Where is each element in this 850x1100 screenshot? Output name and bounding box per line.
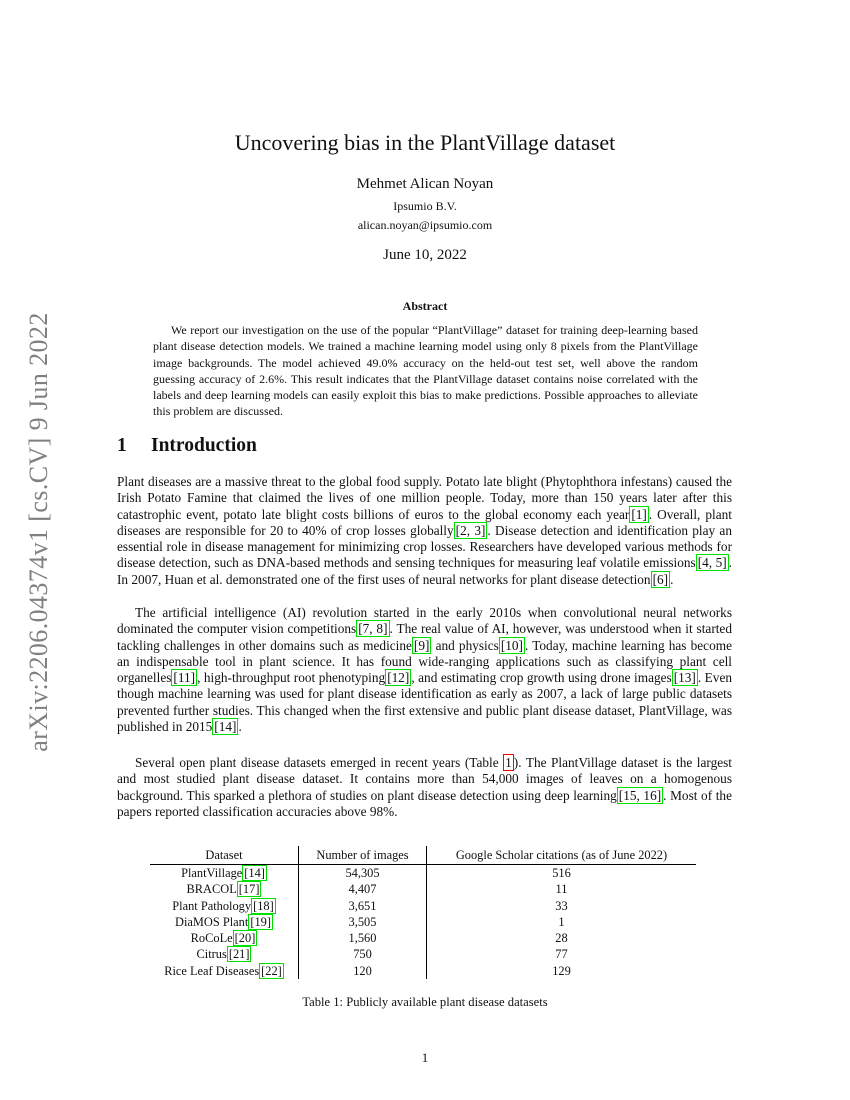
citation-link[interactable]: [15, 16] (618, 787, 662, 803)
citation-count-cell: 33 (555, 898, 568, 913)
dataset-name-cell (150, 963, 299, 979)
citation-link[interactable]: [7, 8] (358, 621, 388, 637)
image-count-cell: 1,560 (299, 930, 427, 946)
paragraph-text: , and estimating crop growth using drone images (411, 670, 672, 686)
citation-link[interactable]: [18] (253, 898, 274, 913)
dataset-name: DiaMOS Plant (175, 914, 249, 929)
abstract-text: We report our investigation on the use of the popular “PlantVillage” dataset for training deep-learning based plant disease detection models. We trained a machine learning model using only 8 pixels from the PlantVillage image backgrounds. The model achieved 49.0% accuracy on the held-out test set, well above the random guessing accuracy of 2.6%. This result indicates that the PlantVillage dataset contains noise correlated with the labels and deep learning models can easily exploit this bias to make predictions. Possible approaches to alleviate this problem are discussed. (153, 323, 698, 419)
table-reference-link[interactable]: 1 (505, 755, 512, 770)
table-row (150, 882, 696, 898)
citation-count-cell: 77 (555, 947, 568, 962)
paragraph-3 (117, 755, 732, 820)
citation-link[interactable]: [9] (413, 637, 430, 653)
citation-link[interactable]: [4, 5] (697, 555, 727, 571)
paragraph-text: . (670, 571, 674, 587)
image-count-cell: 54,305 (299, 865, 427, 882)
citation-link[interactable]: [6] (652, 571, 669, 587)
table-row (150, 930, 696, 946)
dataset-name: Plant Pathology (172, 898, 252, 913)
paragraph-text: . (238, 719, 242, 735)
image-count-cell: 120 (299, 963, 427, 979)
column-header-dataset: Dataset (150, 846, 299, 865)
paragraph-1 (117, 474, 732, 588)
abstract-heading: Abstract (402, 299, 448, 313)
citation-count-cell: 28 (555, 931, 568, 946)
table-header-row (150, 846, 696, 865)
paragraph-2 (117, 605, 732, 735)
paper-title: Uncovering bias in the PlantVillage dataset (234, 130, 616, 155)
citation-link[interactable]: [19] (250, 914, 271, 929)
dataset-name: Citrus (196, 947, 227, 962)
paragraph-text: and physics (431, 637, 499, 653)
citation-link[interactable]: [14] (244, 865, 265, 880)
image-count-cell: 3,651 (299, 898, 427, 914)
dataset-name-cell (150, 898, 299, 914)
citation-link[interactable]: [1] (631, 506, 647, 522)
arxiv-identifier: arXiv:2206.04374v1 [cs.CV] 9 Jun 2022 (24, 312, 53, 752)
table-row (150, 898, 696, 914)
citation-count-cell: 516 (552, 865, 571, 880)
section-title: Introduction (151, 435, 257, 456)
paragraph-text: . Today, machine learning has become an indispensable tool in plant science. It has found wide-ranging applications such as classifying plant cell organelles (117, 637, 732, 686)
image-count-cell: 4,407 (299, 882, 427, 898)
citation-link[interactable]: [10] (500, 637, 523, 653)
dataset-name-cell (150, 947, 299, 963)
page-number: 1 (421, 1050, 429, 1065)
section-number: 1 (117, 435, 127, 456)
paragraph-text: . The real value of AI, however, was understood when it started tackling challenges in other domains such as medicine (117, 621, 732, 653)
paragraph-text: . Even though machine learning was used for plant disease identification as early as 2007, a lack of large public datasets prevented further studies. This changed when the first extensive and public plant disease dataset, PlantVillage, was published in 2015 (117, 670, 732, 735)
citation-count-cell: 1 (558, 914, 565, 929)
author-email: alican.noyan@ipsumio.com (357, 218, 493, 232)
author-name: Mehmet Alican Noyan (356, 176, 494, 192)
table-row (150, 865, 696, 882)
datasets-table (150, 846, 696, 979)
citation-link[interactable]: [22] (261, 963, 282, 978)
paragraph-text: ). The PlantVillage dataset is the largest and most studied plant disease dataset. It contains more than 54,000 images of leaves on a homogenous background. This sparked a plethora of studies on plant disease detection using deep learning (117, 755, 732, 803)
dataset-name-cell (150, 865, 299, 882)
paragraph-text: , high-throughput root phenotyping (197, 670, 386, 686)
image-count-cell: 750 (299, 947, 427, 963)
table-row (150, 914, 696, 930)
citation-link[interactable]: [20] (234, 931, 256, 946)
paragraph-text: . In 2007, Huan et al. demonstrated one of the first uses of neural networks for plant disease detection (117, 555, 732, 587)
dataset-name-cell (150, 930, 299, 946)
column-header-citations: Google Scholar citations (as of June 2022) (427, 846, 697, 865)
citation-count-cell: 11 (555, 882, 568, 897)
citation-count-cell: 129 (552, 963, 571, 978)
paper-date: June 10, 2022 (383, 247, 467, 263)
citation-link[interactable]: [21] (228, 947, 250, 962)
dataset-name: Rice Leaf Diseases (164, 963, 260, 978)
citation-link[interactable]: [2, 3] (455, 522, 486, 538)
author-affiliation: Ipsumio B.V. (393, 199, 457, 213)
paragraph-text: . Disease detection and identification play an essential role in disease management for minimizing crop losses. Researchers have developed various methods for disease detection, such as DNA-based methods and sensing techniques for measuring leaf volatile emissions (117, 522, 732, 571)
paragraph-text: The artificial intelligence (AI) revolution started in the early 2010s when convolutional neural networks dominated the computer vision competitions (117, 605, 732, 637)
citation-link[interactable]: [17] (238, 882, 260, 897)
table-caption: Table 1: Publicly available plant disease datasets (302, 995, 548, 1009)
citation-link[interactable]: [13] (673, 670, 696, 686)
dataset-name: RoCoLe (190, 931, 233, 946)
paragraph-text: Several open plant disease datasets emerged in recent years (Table (135, 755, 504, 770)
section-heading-introduction (117, 435, 257, 457)
dataset-name-cell (150, 914, 299, 930)
citation-link[interactable]: [11] (173, 670, 196, 686)
column-header-images: Number of images (299, 846, 427, 865)
citation-link[interactable]: [14] (214, 719, 237, 735)
dataset-name-cell (150, 882, 299, 898)
table-row (150, 963, 696, 979)
paragraph-text: . Overall, plant diseases are responsible for 20 to 40% of crop losses globally (117, 506, 732, 538)
paragraph-text: . Most of the papers reported classification accuracies above 98%. (117, 787, 732, 819)
table-row (150, 947, 696, 963)
dataset-name: PlantVillage (181, 865, 243, 880)
image-count-cell: 3,505 (299, 914, 427, 930)
citation-link[interactable]: [12] (387, 670, 410, 686)
dataset-name: BRACOL (186, 882, 237, 897)
paragraph-text: Plant diseases are a massive threat to the global food supply. Potato late blight (Phytophthora infestans) caused the Irish Potato Famine that claimed the lives of one million people. Today, more than 150 years later after this catastrophic event, potato late blight costs billions of euros to the global economy each year (117, 474, 732, 522)
